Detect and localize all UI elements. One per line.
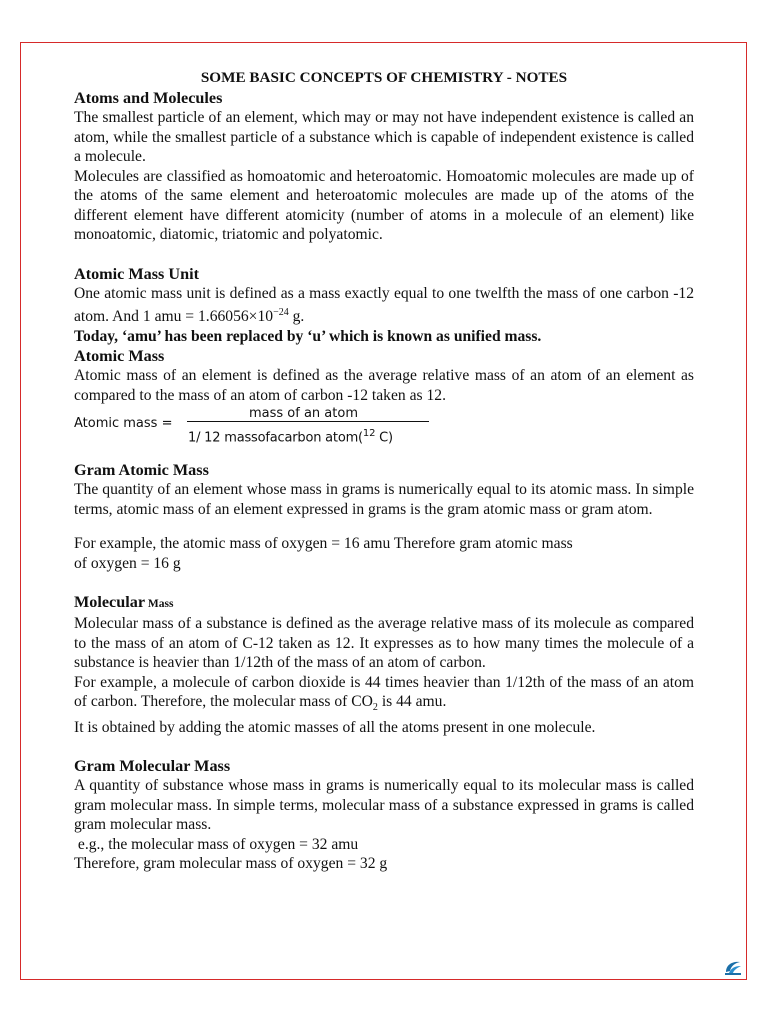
- paragraph-atom-definition: The smallest particle of an element, which may or may not have independent existence is called an atom, while the smallest particle of a substance which is capable of independent existence is called a molecule.: [74, 109, 694, 165]
- paragraph-gram-atomic-mass: The quantity of an element whose mass in grams is numerically equal to its atomic mass. In simple terms, atomic mass of an element expressed in grams is the gram atomic mass or gram atom.: [74, 481, 694, 518]
- heading-molecular-main: Molecular: [74, 593, 146, 612]
- paragraph-oxygen-32-g: Therefore, gram molecular mass of oxygen = 32 g: [74, 855, 388, 873]
- spacer: [74, 573, 694, 592]
- paragraph-molecular-mass-definition: Molecular mass of a substance is defined as the average relative mass of its molecule as compared to the mass of an atom of C-12 taken as 12. It expresses as to how many times the molecule of a substance is heavier than 1/12th of the mass of an atom of carbon.: [74, 615, 694, 672]
- heading-gram-atomic-mass: Gram Atomic Mass: [74, 461, 209, 480]
- formula-denominator-sup: 12: [362, 428, 376, 440]
- spacer: [74, 446, 694, 460]
- paragraph-atomic-mass-definition: Atomic mass of an element is defined as the average relative mass of an atom of an element as compared to the mass of an atom of carbon -12 taken as 12.: [74, 367, 694, 404]
- amu-exponent: −24: [273, 307, 289, 318]
- paragraph-amu-definition: [74, 284, 694, 327]
- heading-atomic-mass-unit: Atomic Mass Unit: [74, 264, 199, 283]
- paragraph-oxygen-example-line1: For example, the atomic mass of oxygen = 16 amu Therefore gram atomic mass: [74, 535, 573, 553]
- paragraph-unified-mass: Today, ‘amu’ has been replaced by ‘u’ which is known as unified mass.: [74, 327, 542, 345]
- formula-lhs: Atomic mass =: [74, 416, 173, 432]
- co2-end: is 44 amu.: [377, 693, 447, 711]
- formula-numerator: mass of an atom: [249, 406, 358, 422]
- co2-text: For example, a molecule of carbon dioxide is 44 times heavier than 1/12th of the mass of an atom of carbon. Therefore, the molecular mass of CO: [74, 673, 694, 711]
- paragraph-molecule-classification: Molecules are classified as homoatomic and heteroatomic. Homoatomic molecules are made up of the atoms of the same element and heteroatomic molecules are made up of the atoms of the different element have different atomicity (number of atoms in a molecule of an element) like monoatomic, diatomic, triatomic and polyatomic.: [74, 167, 694, 243]
- spacer: [74, 519, 694, 534]
- paragraph-oxygen-example-line2: of oxygen = 16 g: [74, 554, 181, 572]
- publisher-logo-icon: [724, 960, 742, 976]
- paragraph-oxygen-32-amu: e.g., the molecular mass of oxygen = 32 amu: [74, 835, 359, 853]
- paragraph-molecular-sum: It is obtained by adding the atomic masses of all the atoms present in one molecule.: [74, 718, 596, 736]
- heading-atomic-mass: Atomic Mass: [74, 347, 165, 366]
- formula-denominator-text: 1/ 12 massofacarbon atom(: [188, 430, 363, 446]
- amu-text: One atomic mass unit is defined as a mass exactly equal to one twelfth the mass of one carbon -12 atom. And 1 amu = 1.66056×10: [74, 284, 694, 326]
- formula-denominator-end: C): [375, 430, 393, 446]
- heading-atoms-molecules: Atoms and Molecules: [74, 89, 223, 107]
- document-body: [74, 68, 694, 874]
- co2-subscript: 2: [372, 702, 378, 714]
- paragraph-gram-molecular-mass: A quantity of substance whose mass in grams is numerically equal to its molecular mass is called gram molecular mass. In simple terms, molecular mass of a substance expressed in grams is called gram molecular mass.: [74, 777, 694, 834]
- atomic-mass-formula: [74, 406, 694, 446]
- page-title: SOME BASIC CONCEPTS OF CHEMISTRY - NOTES: [200, 69, 568, 86]
- formula-denominator: [188, 424, 393, 448]
- amu-unit: g.: [288, 308, 305, 326]
- heading-gram-molecular-mass: Gram Molecular Mass: [74, 757, 231, 776]
- formula-fraction-bar: [187, 421, 429, 422]
- spacer: [74, 245, 694, 264]
- spacer: [74, 737, 694, 756]
- heading-molecular-mass: [74, 592, 694, 614]
- heading-molecular-small: Mass: [145, 598, 174, 611]
- paragraph-co2-example: [74, 673, 694, 718]
